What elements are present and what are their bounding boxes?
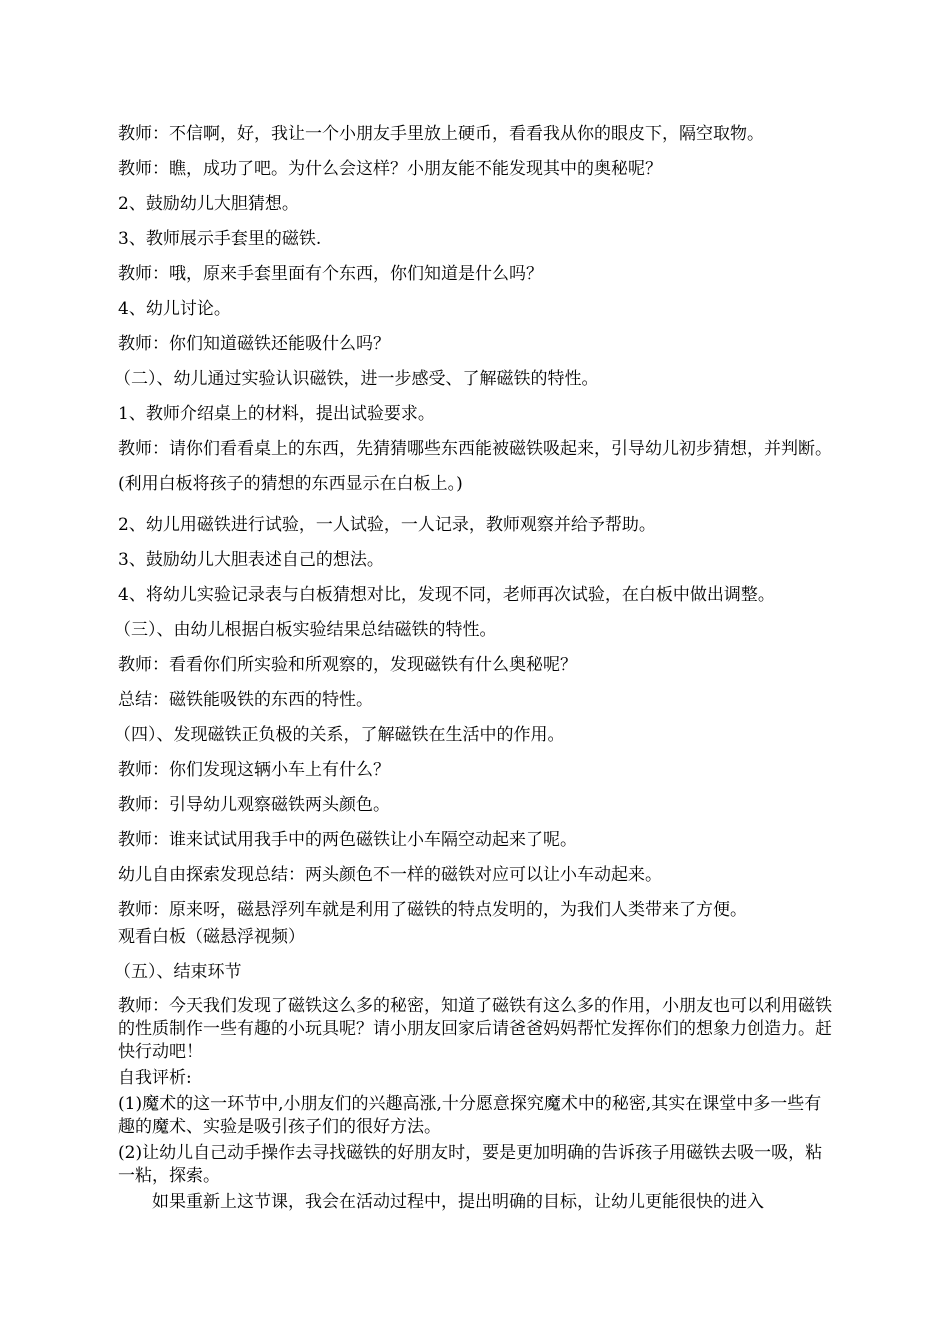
paragraph: 教师：你们知道磁铁还能吸什么吗？ <box>118 334 390 354</box>
list-item: 3、鼓励幼儿大胆表述自己的想法。 <box>118 550 384 570</box>
paragraph: 教师：原来呀，磁悬浮列车就是利用了磁铁的特点发明的，为我们人类带来了方便。 <box>118 900 747 920</box>
list-item: 4、幼儿讨论。 <box>118 299 231 319</box>
list-item: 1、教师介绍桌上的材料，提出试验要求。 <box>118 404 435 424</box>
paragraph: 教师：哦，原来手套里面有个东西，你们知道是什么吗？ <box>118 264 543 284</box>
paragraph: 幼儿自由探索发现总结：两头颜色不一样的磁铁对应可以让小车动起来。 <box>118 865 662 885</box>
paragraph: 教师：你们发现这辆小车上有什么？ <box>118 760 390 780</box>
paragraph: 教师：引导幼儿观察磁铁两头颜色。 <box>118 795 390 815</box>
list-item: 4、将幼儿实验记录表与白板猜想对比，发现不同，老师再次试验，在白板中做出调整。 <box>118 585 775 605</box>
list-item: 2、鼓励幼儿大胆猜想。 <box>118 194 299 214</box>
section-heading: （二）、幼儿通过实验认识磁铁，进一步感受、了解磁铁的特性。 <box>114 369 599 389</box>
paragraph: 教师：谁来试试用我手中的两色磁铁让小车隔空动起来了呢。 <box>118 830 577 850</box>
list-item: 2、幼儿用磁铁进行试验，一人试验，一人记录，教师观察并给予帮助。 <box>118 515 656 535</box>
paragraph: 教师：请你们看看桌上的东西，先猜猜哪些东西能被磁铁吸起来，引导幼儿初步猜想，并判断。(利用白板将孩子的猜想的东西显示在白板上。) <box>118 439 832 494</box>
paragraph: 教师：看看你们所实验和所观察的，发现磁铁有什么奥秘呢？ <box>118 655 577 675</box>
list-item: 3、教师展示手套里的磁铁. <box>118 229 322 249</box>
paragraph: 总结：磁铁能吸铁的东西的特性。 <box>118 690 373 710</box>
section-heading: （五）、结束环节 <box>114 962 242 982</box>
section-heading: （三）、由幼儿根据白板实验结果总结磁铁的特性。 <box>114 620 497 640</box>
paragraph: 教师：瞧，成功了吧。为什么会这样？小朋友能不能发现其中的奥秘呢？ <box>118 159 662 179</box>
paragraph: 教师：不信啊，好，我让一个小朋友手里放上硬币，看看我从你的眼皮下，隔空取物。 <box>118 124 764 144</box>
paragraph: 如果重新上这节课，我会在活动过程中，提出明确的目标，让幼儿更能很快的进入 <box>152 1192 764 1212</box>
paragraph: 观看白板（磁悬浮视频） <box>118 927 305 947</box>
section-heading: （四）、发现磁铁正负极的关系，了解磁铁在生活中的作用。 <box>114 725 565 745</box>
document-body <box>114 122 838 1217</box>
paragraph: 教师：今天我们发现了磁铁这么多的秘密，知道了磁铁有这么多的作用，小朋友也可以利用磁铁的性质制作一些有趣的小玩具呢？请小朋友回家后请爸爸妈妈帮忙发挥你们的想象力创造力。赶快行动吧！ <box>118 996 832 1062</box>
evaluation-item: (1)魔术的这一环节中,小朋友们的兴趣高涨,十分愿意探究魔术中的秘密,其实在课堂中多一些有趣的魔术、实验是吸引孩子们的很好方法。 <box>118 1094 822 1137</box>
section-label: 自我评析: <box>118 1068 192 1088</box>
evaluation-item: (2)让幼儿自己动手操作去寻找磁铁的好朋友时，要是更加明确的告诉孩子用磁铁去吸一吸，粘一粘，探索。 <box>118 1143 823 1186</box>
